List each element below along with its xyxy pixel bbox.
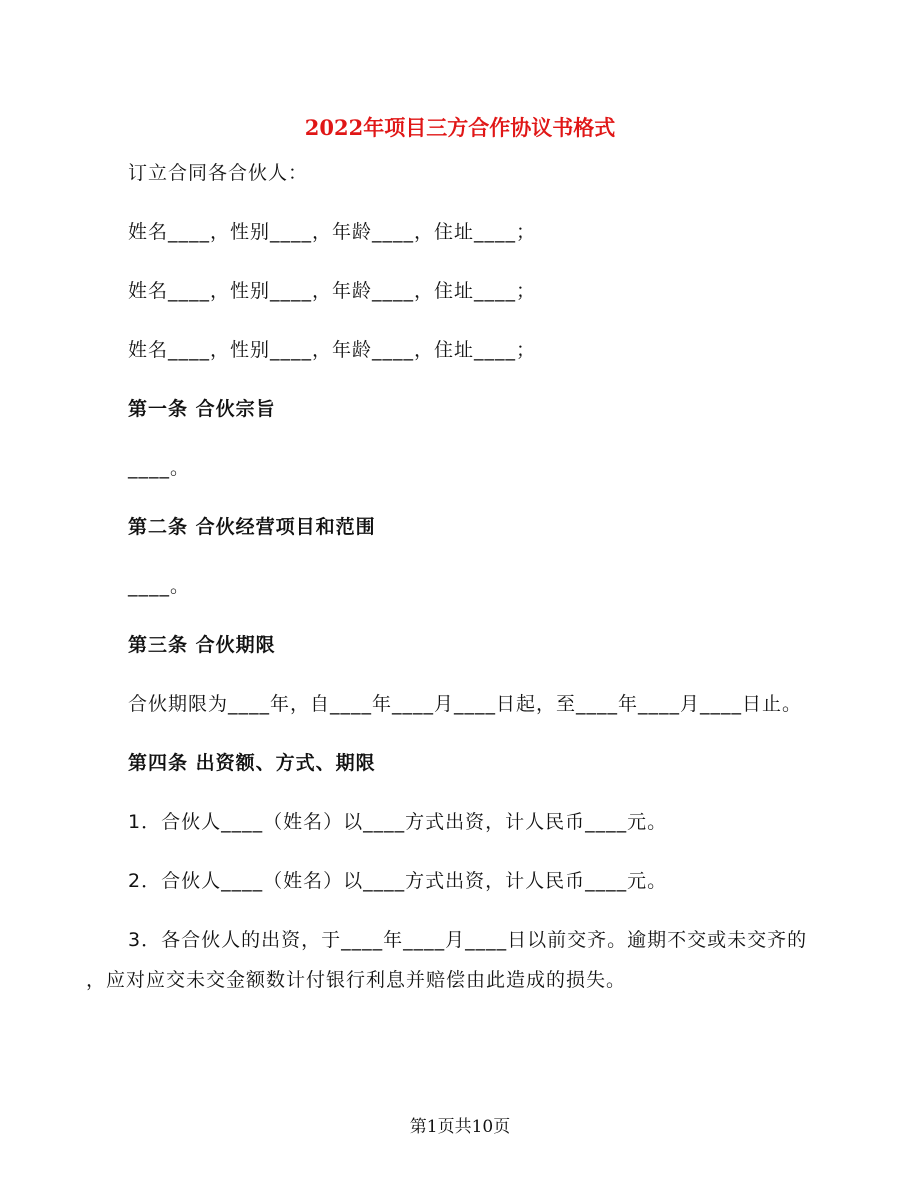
document-title: 2022年项目三方合作协议书格式 — [304, 115, 616, 140]
partners-intro: 订立合同各合伙人： — [128, 162, 309, 184]
partner-info-line: 姓名____，性别____，年龄____，住址____； — [128, 280, 537, 302]
article-2-body: ____。 — [128, 575, 191, 597]
article-4-item-3: 3．各合伙人的出资，于____年____月____日以前交齐。逾期不交或未交齐的 — [128, 929, 808, 951]
partner-info-line: 姓名____，性别____，年龄____，住址____； — [128, 339, 537, 361]
article-3-body: 合伙期限为____年，自____年____月____日起，至____年____月____日止。 — [128, 693, 803, 715]
article-1-heading: 第一条 合伙宗旨 — [128, 398, 276, 420]
article-2-heading: 第二条 合伙经营项目和范围 — [128, 516, 376, 538]
article-3-heading: 第三条 合伙期限 — [128, 634, 276, 656]
article-4-heading: 第四条 出资额、方式、期限 — [128, 752, 376, 774]
partner-info-line: 姓名____，性别____，年龄____，住址____； — [128, 221, 537, 243]
article-4-item-3-continued: ，应对应交未交金额数计付银行利息并赔偿由此造成的损失。 — [86, 969, 627, 991]
article-4-item-1: 1．合伙人____（姓名）以____方式出资，计人民币____元。 — [128, 811, 668, 833]
article-4-item-2: 2．合伙人____（姓名）以____方式出资，计人民币____元。 — [128, 870, 668, 892]
article-1-body: ____。 — [128, 457, 191, 479]
page-number: 第1页共10页 — [409, 1117, 511, 1137]
